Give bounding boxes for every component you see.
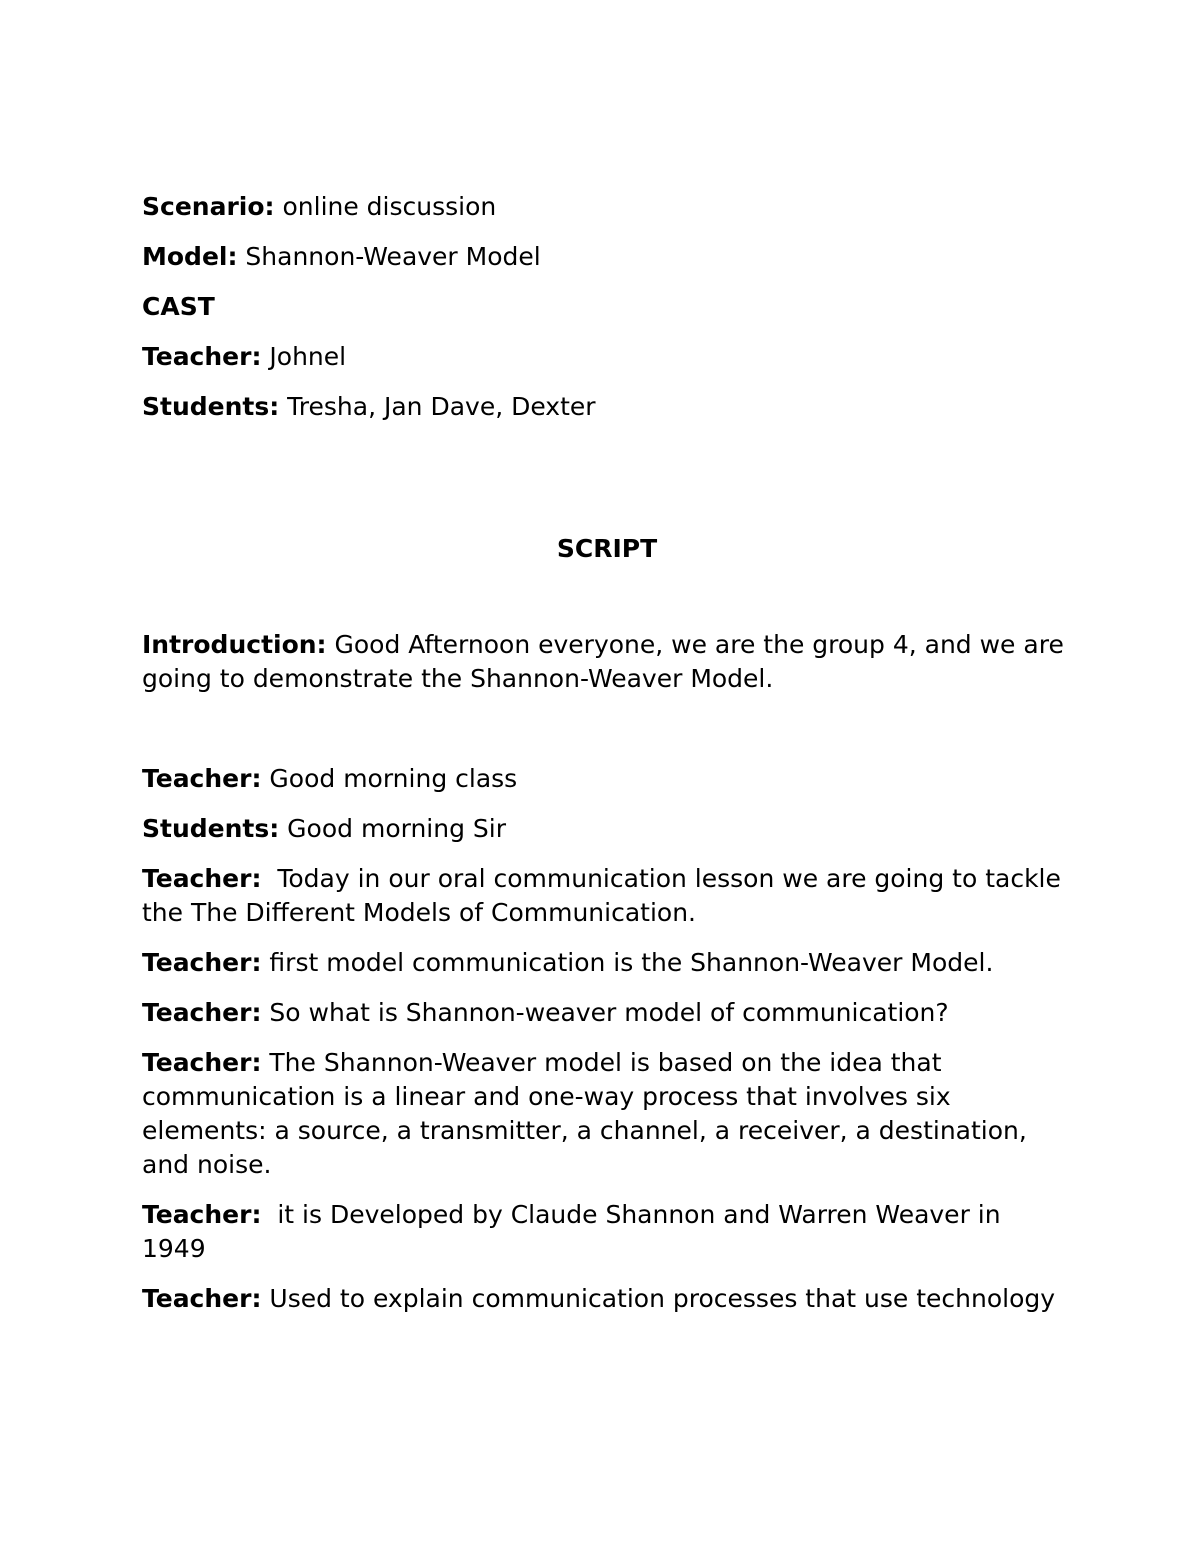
- dialogue-line: [142, 996, 1072, 1030]
- model-label: Model:: [142, 242, 238, 271]
- dialogue-speaker: Teacher:: [142, 764, 262, 793]
- introduction-text: Good Afternoon everyone, we are the group 4, and we are going to demonstrate the Shannon-Weaver Model.: [142, 630, 1064, 693]
- dialogue-line: [142, 1282, 1072, 1316]
- dialogue-text: So what is Shannon-weaver model of communication?: [261, 998, 949, 1027]
- dialogue-text: Today in our oral communication lesson we are going to tackle the The Different Models of Communication.: [142, 864, 1069, 927]
- dialogue-list: [142, 762, 1072, 1316]
- dialogue-text: first model communication is the Shannon-Weaver Model.: [261, 948, 994, 977]
- dialogue-speaker: Teacher:: [142, 864, 262, 893]
- introduction-label: Introduction:: [142, 630, 327, 659]
- dialogue-text: Used to explain communication processes that use technology: [261, 1284, 1056, 1313]
- dialogue-line: [142, 1046, 1072, 1182]
- document-page: [142, 190, 1072, 1332]
- dialogue-line: [142, 812, 1072, 846]
- students-cast-line: [142, 390, 1072, 424]
- dialogue-line: [142, 946, 1072, 980]
- teacher-cast-label: Teacher:: [142, 342, 262, 371]
- dialogue-speaker: Students:: [142, 814, 280, 843]
- scenario-label: Scenario:: [142, 192, 275, 221]
- dialogue-line: [142, 862, 1072, 930]
- cast-heading: CAST: [142, 292, 215, 321]
- dialogue-text: Good morning class: [261, 764, 518, 793]
- teacher-cast-value: Johnel: [261, 342, 347, 371]
- dialogue-line: [142, 762, 1072, 796]
- students-cast-label: Students:: [142, 392, 280, 421]
- dialogue-text: Good morning Sir: [279, 814, 506, 843]
- model-value: Shannon-Weaver Model: [237, 242, 541, 271]
- dialogue-text: The Shannon-Weaver model is based on the idea that communication is a linear and one-way process that involves six elements: a source, a transmitter, a channel, a receiver, a destination, and noise.: [142, 1048, 1027, 1179]
- dialogue-speaker: Teacher:: [142, 1284, 262, 1313]
- students-cast-value: Tresha, Jan Dave, Dexter: [279, 392, 596, 421]
- dialogue-speaker: Teacher:: [142, 998, 262, 1027]
- dialogue-line: [142, 1198, 1072, 1266]
- scenario-line: [142, 190, 1072, 224]
- dialogue-text: it is Developed by Claude Shannon and Warren Weaver in 1949: [142, 1200, 1009, 1263]
- model-line: [142, 240, 1072, 274]
- introduction-paragraph: [142, 628, 1072, 696]
- dialogue-speaker: Teacher:: [142, 1200, 262, 1229]
- scenario-value: online discussion: [274, 192, 497, 221]
- dialogue-speaker: Teacher:: [142, 948, 262, 977]
- teacher-cast-line: [142, 340, 1072, 374]
- script-title: SCRIPT: [556, 534, 658, 563]
- header-block: [142, 190, 1072, 424]
- dialogue-speaker: Teacher:: [142, 1048, 262, 1077]
